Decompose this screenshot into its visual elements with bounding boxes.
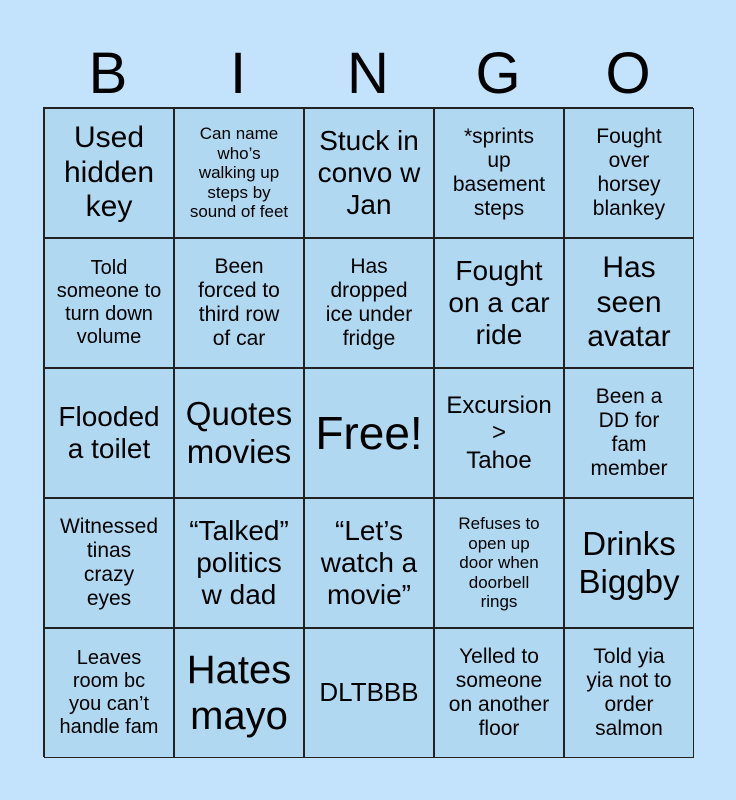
bingo-cell[interactable] [174,498,304,628]
cell-text: Refuses to open up door when doorbell rings [458,514,540,612]
cell-text: “Talked” politics w dad [189,514,289,611]
cell-text: Drinks Biggby [578,525,680,600]
header-letter-o: O [605,41,651,106]
bingo-cell[interactable] [564,628,694,758]
bingo-cell[interactable] [434,368,564,498]
cell-text: Excursion > Tahoe [446,391,552,474]
cell-text: Fought on a car ride [448,254,550,351]
cell-text: Been a DD for fam member [590,384,668,481]
header-letter-n: N [347,41,389,106]
bingo-cell[interactable] [304,108,434,238]
cell-text: Quotes movies [185,395,293,470]
cell-text: Told someone to turn down volume [56,257,162,348]
bingo-cell[interactable] [44,498,174,628]
bingo-cell[interactable] [174,238,304,368]
bingo-cell[interactable] [564,108,694,238]
cell-text: Has dropped ice under fridge [325,254,413,351]
cell-text: Fought over horsey blankey [592,124,666,221]
header-letter-i: I [229,41,247,106]
cell-text: *sprints up basement steps [452,124,546,221]
bingo-cell[interactable] [304,238,434,368]
bingo-cell[interactable] [304,498,434,628]
bingo-cell[interactable] [564,498,694,628]
bingo-cell[interactable] [564,238,694,368]
cell-text: Can name who’s walking up steps by sound of feet [189,124,289,222]
bingo-cell[interactable] [564,368,694,498]
bingo-board [43,107,693,757]
bingo-cell[interactable] [44,108,174,238]
free-space[interactable] [304,368,434,498]
cell-text: Free! [315,406,423,459]
bingo-cell[interactable] [174,108,304,238]
cell-text: Stuck in convo w Jan [317,124,421,221]
bingo-cell[interactable] [434,108,564,238]
cell-text: Flooded a toilet [58,400,160,464]
cell-text: “Let’s watch a movie” [320,514,418,611]
bingo-cell[interactable] [434,498,564,628]
cell-text: Hates mayo [186,648,292,738]
bingo-cell[interactable] [174,368,304,498]
bingo-header [43,40,693,108]
bingo-cell[interactable] [44,368,174,498]
header-letter-b: B [88,41,128,106]
bingo-cell[interactable] [434,238,564,368]
bingo-cell[interactable] [174,628,304,758]
cell-text: Been forced to third row of car [198,254,280,351]
cell-text: Told yia yia not to order salmon [586,644,672,741]
cell-text: Has seen avatar [587,251,671,354]
cell-text: Yelled to someone on another floor [448,644,550,741]
cell-text: DLTBBB [319,677,419,708]
bingo-cell[interactable] [44,628,174,758]
bingo-cell[interactable] [304,628,434,758]
header-letter-g: G [475,41,521,106]
cell-text: Used hidden key [63,121,155,224]
bingo-cell[interactable] [44,238,174,368]
cell-text: Leaves room bc you can’t handle fam [59,647,159,738]
cell-text: Witnessed tinas crazy eyes [59,514,159,611]
bingo-cell[interactable] [434,628,564,758]
